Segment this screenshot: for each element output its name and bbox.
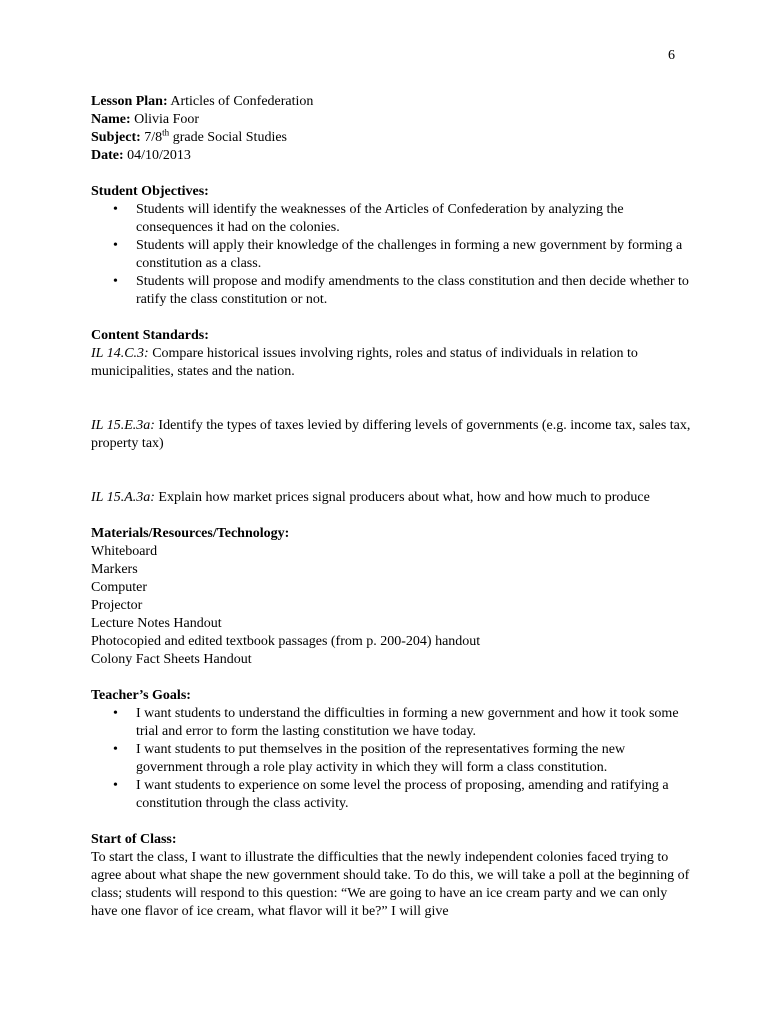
objectives-heading: Student Objectives: (91, 184, 209, 199)
date-line (91, 147, 691, 165)
material-item: Photocopied and edited textbook passages (from p. 200-204) handout (91, 634, 481, 649)
list-item: • Students will propose and modify amendments to the class constitution and then decide whether to ratify the class constitution or not. (91, 273, 691, 309)
standard-code: IL 15.E.3a: (91, 418, 155, 433)
standard-item (91, 417, 691, 453)
start-of-class-heading: Start of Class: (91, 832, 177, 847)
list-item: • Students will apply their knowledge of the challenges in forming a new government by forming a constitution as a class. (91, 237, 691, 273)
materials-section (91, 525, 691, 669)
lesson-plan-value: Articles of Confederation (170, 94, 314, 109)
subject-label: Subject: (91, 130, 141, 145)
material-item: Projector (91, 598, 143, 613)
material-item: Lecture Notes Handout (91, 616, 222, 631)
materials-heading: Materials/Resources/Technology: (91, 526, 290, 541)
objectives-list (91, 201, 691, 309)
lesson-plan-line (91, 93, 691, 111)
date-value: 04/10/2013 (127, 148, 191, 163)
list-item: • I want students to put themselves in the position of the representatives forming the new government through a role play activity in which they will form a class constitution. (91, 741, 691, 777)
start-of-class-section (91, 831, 691, 921)
material-item: Computer (91, 580, 147, 595)
subject-value-post: grade Social Studies (172, 130, 287, 145)
objectives-section (91, 183, 691, 309)
standard-item (91, 489, 691, 507)
subject-value-pre: 7/8 (144, 130, 163, 145)
list-item: • I want students to experience on some level the process of proposing, amending and ratifying a constitution through the class activity. (91, 777, 691, 813)
list-item: • I want students to understand the difficulties in forming a new government and how it took some trial and error to form the lasting constitution we have today. (91, 705, 691, 741)
lesson-plan-content (91, 93, 691, 921)
start-of-class-text: To start the class, I want to illustrate the difficulties that the newly independent colonies faced trying to agree about what shape the new government should take. To do this, we will take a poll at the beginning of class; students will respond to this question: “We are going to have an ice cream party and we can only have one flavor of ice cream, what flavor will it be?” I will give (91, 850, 690, 919)
name-value: Olivia Foor (134, 112, 200, 127)
lesson-plan-label: Lesson Plan: (91, 94, 168, 109)
standard-item (91, 345, 691, 381)
standards-section (91, 327, 691, 507)
standard-code: IL 14.C.3: (91, 346, 149, 361)
goals-heading: Teacher’s Goals: (91, 688, 191, 703)
name-line (91, 111, 691, 129)
list-item: • Students will identify the weaknesses of the Articles of Confederation by analyzing the consequences it had on the colonies. (91, 201, 691, 237)
standards-heading: Content Standards: (91, 328, 209, 343)
standard-text: Compare historical issues involving rights, roles and status of individuals in relation to municipalities, states and the nation. (91, 346, 638, 379)
standard-text: Explain how market prices signal producers about what, how and how much to produce (158, 490, 650, 505)
material-item: Markers (91, 562, 138, 577)
subject-line (91, 129, 691, 147)
subject-value-sup: th (162, 127, 170, 138)
standard-text: Identify the types of taxes levied by differing levels of governments (e.g. income tax, sales tax, property tax) (91, 418, 691, 451)
page-number: 6 (668, 48, 675, 63)
goals-list (91, 705, 691, 813)
standard-code: IL 15.A.3a: (91, 490, 155, 505)
material-item: Whiteboard (91, 544, 158, 559)
header-block (91, 93, 691, 165)
material-item: Colony Fact Sheets Handout (91, 652, 252, 667)
date-label: Date: (91, 148, 124, 163)
goals-section (91, 687, 691, 813)
name-label: Name: (91, 112, 131, 127)
